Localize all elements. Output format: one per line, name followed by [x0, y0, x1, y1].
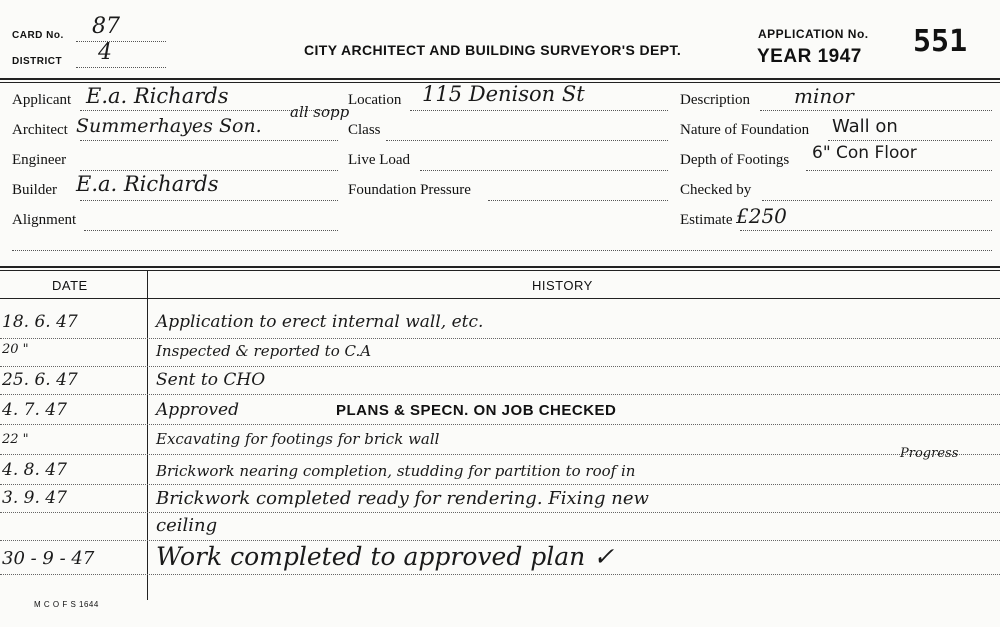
checked-by-label: Checked by: [680, 182, 752, 198]
row-history: Sent to CHO: [156, 370, 266, 390]
nature-foundation-value: Wall on: [832, 116, 898, 137]
row-history: Brickwork completed ready for rendering. Fixing new: [156, 488, 649, 509]
table-top-rule: [0, 266, 1000, 268]
engineer-label: Engineer: [12, 152, 67, 168]
alignment-line: [84, 230, 338, 231]
row-note: Progress: [900, 446, 959, 461]
applicant-value: E.a. Richards: [86, 84, 229, 108]
nature-foundation-label: Nature of Foundation: [680, 122, 810, 138]
architect-label: Architect: [12, 122, 68, 138]
header-rule: [0, 78, 1000, 80]
year-label: YEAR 1947: [757, 46, 862, 67]
row-rule: [0, 454, 1000, 455]
row-date: 4. 8. 47: [2, 460, 67, 480]
engineer-line: [80, 170, 338, 171]
row-rule: [0, 424, 1000, 425]
estimate-value: £250: [736, 204, 787, 228]
row-rule: [0, 394, 1000, 395]
row-history: Brickwork nearing completion, studding for partition to roof in: [156, 462, 636, 480]
typed-stamp: PLANS & SPECN. ON JOB CHECKED: [336, 402, 617, 419]
location-label: Location: [348, 92, 402, 108]
estimate-line: [740, 230, 992, 231]
foundation-pressure-line: [488, 200, 668, 201]
row-rule: [0, 512, 1000, 513]
row-rule: [0, 484, 1000, 485]
district-value: 4: [98, 40, 112, 65]
card-no-line: [76, 41, 166, 42]
description-label: Description: [680, 92, 750, 108]
depth-footings-value: 6" Con Floor: [812, 143, 917, 163]
row-rule: [0, 338, 1000, 339]
application-no-label: APPLICATION No.: [758, 27, 869, 41]
date-column-header: DATE: [52, 278, 88, 293]
application-number: 551: [913, 24, 968, 59]
class-line: [386, 140, 668, 141]
row-history: Inspected & reported to C.A: [156, 342, 372, 360]
alignment-label: Alignment: [12, 212, 77, 228]
nature-foundation-line: [828, 140, 992, 141]
row-date: 18. 6. 47: [2, 312, 78, 332]
row-history: Approved: [156, 400, 239, 420]
district-line: [76, 67, 166, 68]
row-date: 4. 7. 47: [2, 400, 67, 420]
row-date: 3. 9. 47: [2, 488, 67, 508]
dept-title: CITY ARCHITECT AND BUILDING SURVEYOR'S DEPT.: [304, 42, 682, 58]
class-label: Class: [348, 122, 381, 138]
architect-note: all sopp: [290, 103, 350, 121]
row-history: Excavating for footings for brick wall: [156, 430, 440, 448]
foundation-pressure-label: Foundation Pressure: [348, 182, 471, 198]
form-code: M C O F S 1644: [34, 600, 99, 609]
row-rule: [0, 540, 1000, 541]
card-no-label: CARD No.: [12, 30, 64, 41]
location-line: [410, 110, 668, 111]
row-history: Work completed to approved plan ✓: [156, 542, 615, 571]
live-load-label: Live Load: [348, 152, 411, 168]
row-history: ceiling: [156, 515, 218, 536]
row-date: 22 ": [2, 432, 29, 447]
fields-bottom-dotted: [12, 250, 992, 251]
card-no-value: 87: [92, 14, 120, 39]
table-header-rule: [0, 298, 1000, 299]
history-column-header: HISTORY: [532, 278, 593, 293]
depth-footings-line: [806, 170, 992, 171]
live-load-line: [420, 170, 668, 171]
estimate-label: Estimate: [680, 212, 733, 228]
table-top-rule-thin: [0, 270, 1000, 271]
checked-by-line: [762, 200, 992, 201]
builder-value: E.a. Richards: [76, 172, 219, 196]
builder-label: Builder: [12, 182, 57, 198]
row-date: 30 - 9 - 47: [2, 548, 95, 569]
row-rule: [0, 366, 1000, 367]
depth-footings-label: Depth of Footings: [680, 152, 790, 168]
row-date: 25. 6. 47: [2, 370, 78, 390]
builder-line: [80, 200, 338, 201]
architect-line: [80, 140, 338, 141]
description-line: [760, 110, 992, 111]
location-value: 115 Denison St: [422, 82, 585, 106]
description-value: minor: [794, 84, 854, 108]
row-date: 20 ": [2, 342, 29, 357]
column-divider: [147, 270, 148, 600]
architect-value: Summerhayes Son.: [76, 115, 262, 137]
district-label: DISTRICT: [12, 56, 63, 67]
row-rule: [0, 574, 1000, 575]
row-history: Application to erect internal wall, etc.: [156, 312, 484, 332]
applicant-label: Applicant: [12, 92, 72, 108]
